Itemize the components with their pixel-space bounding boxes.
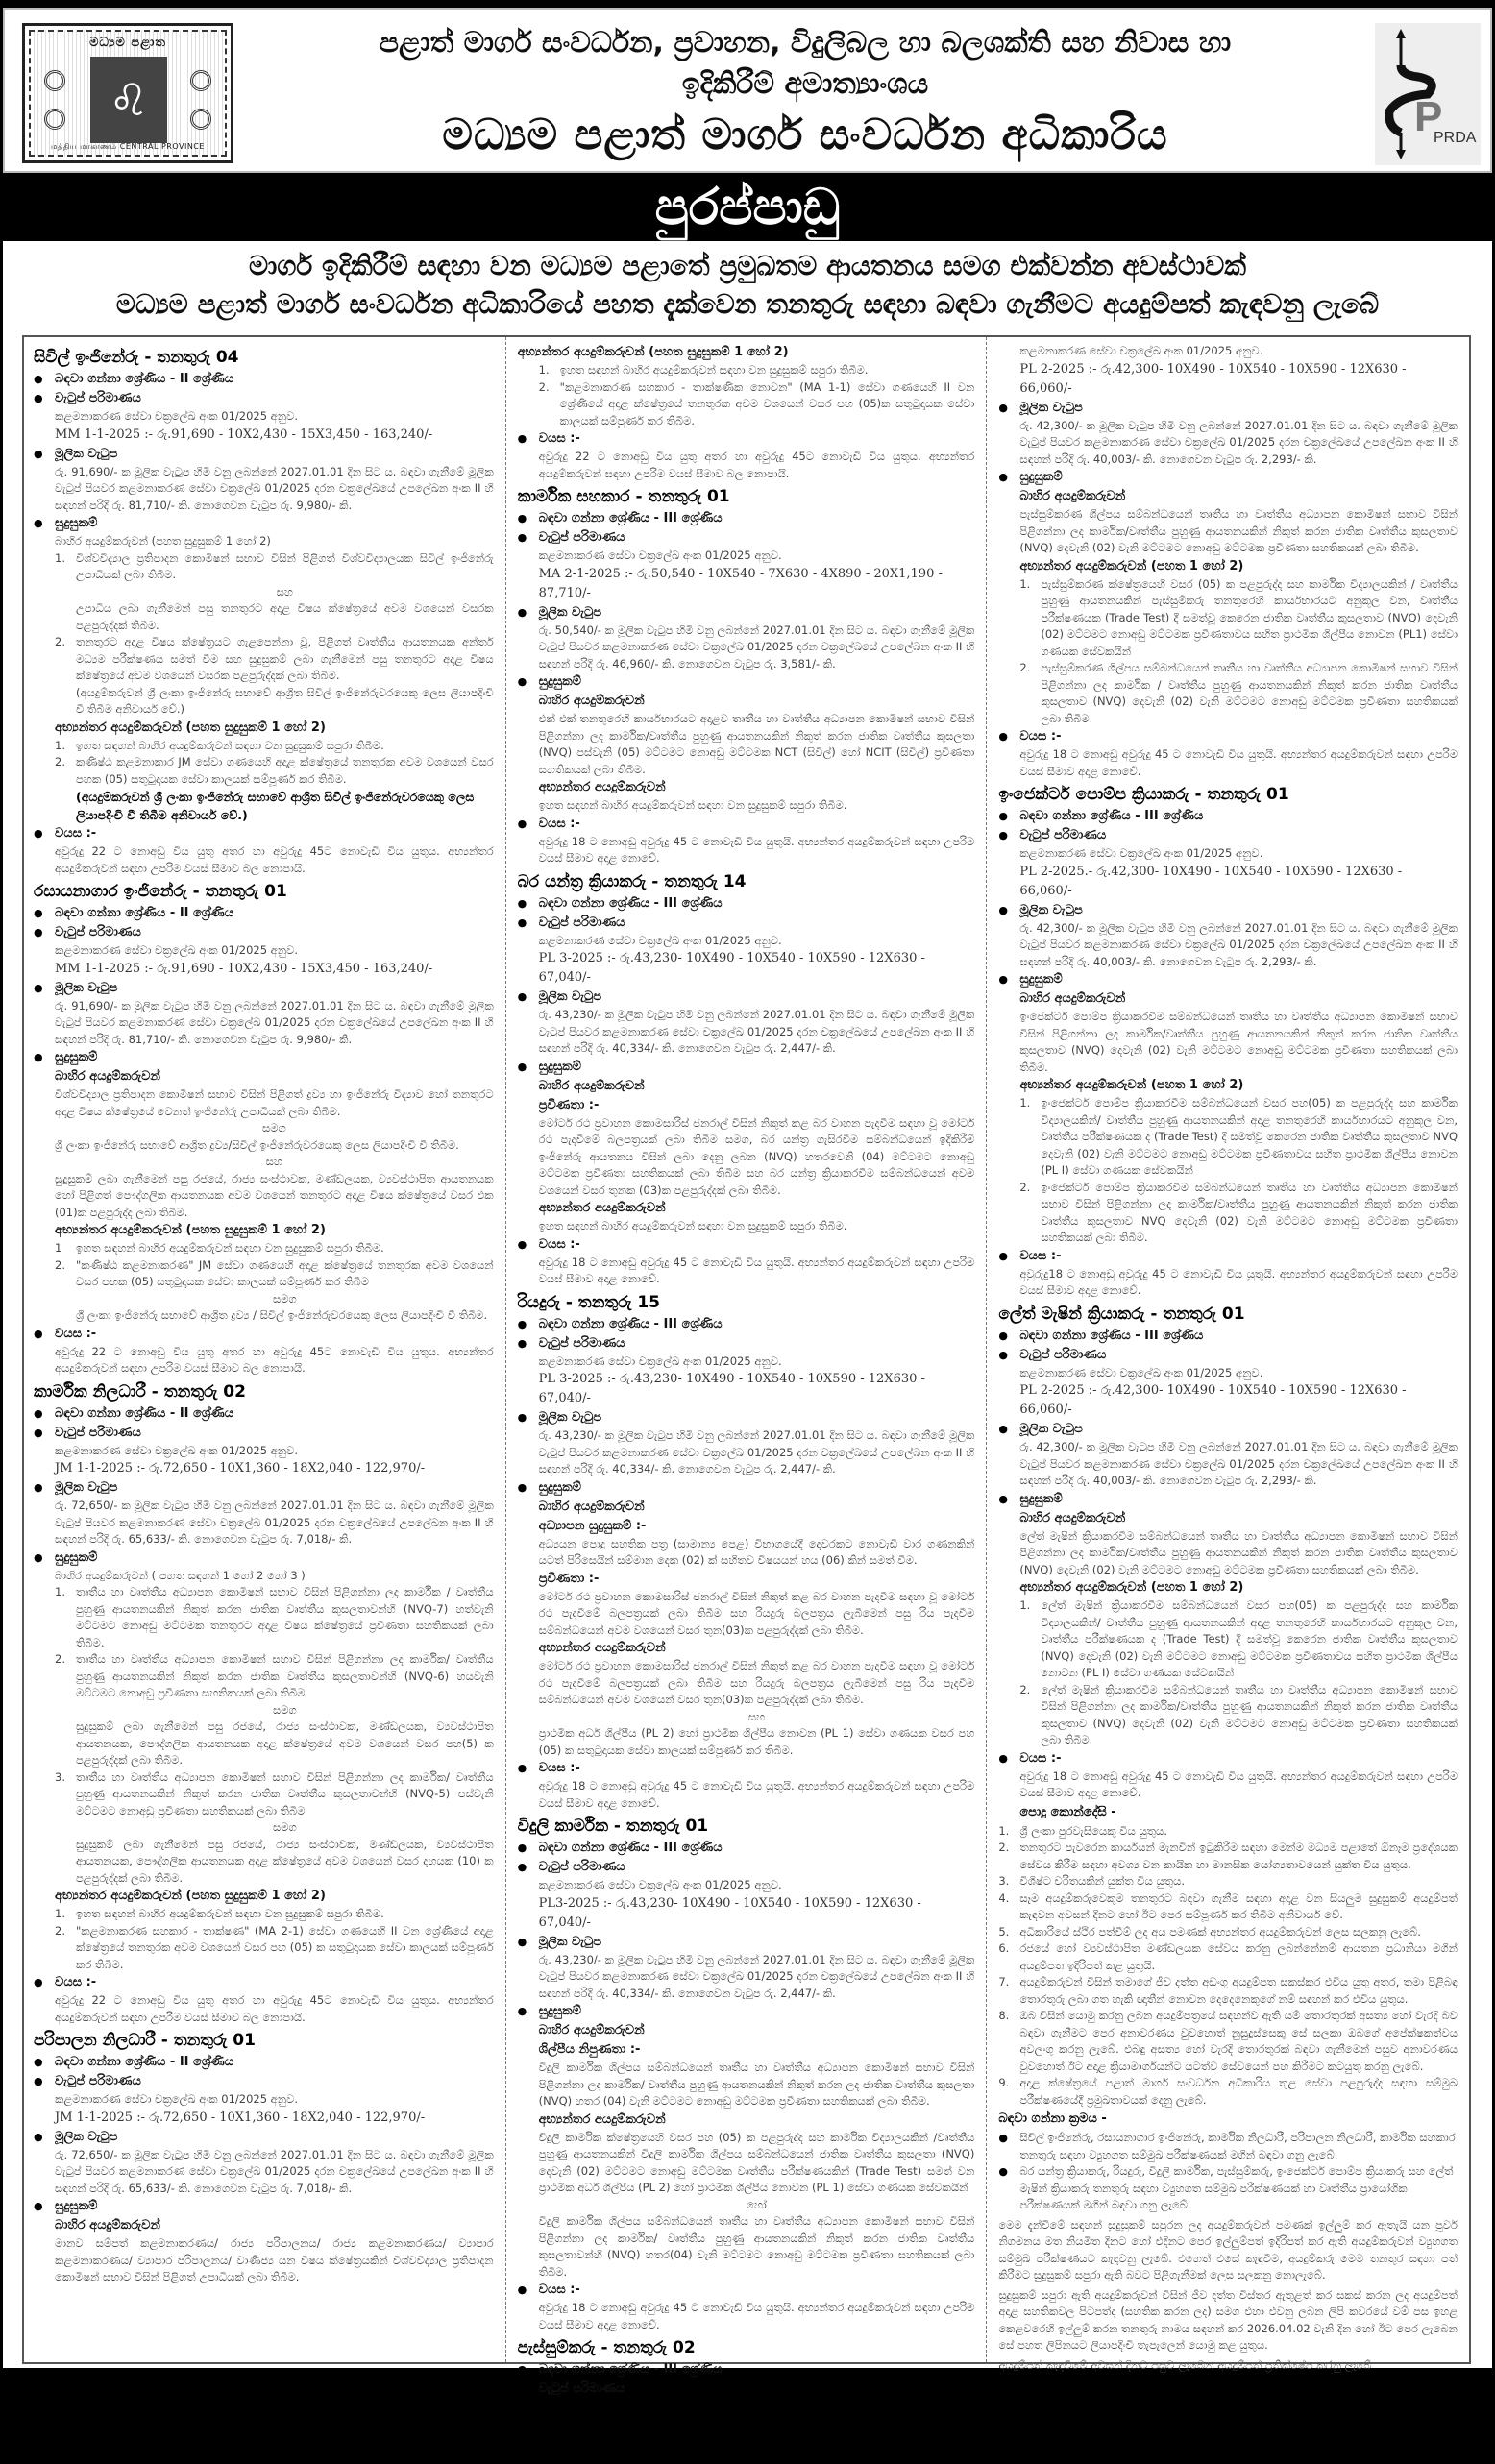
list-item: සුදුසුකම් ලබා ගැනීමෙන් පසු රජයේ, රාජ්‍ය සංස්ථාවක, මණ්ඩලයක, ව්‍යවස්ථාපිත ආයතනයක, පෞද්ගලික ආයතනයක අදාළ ක්ෂේත්‍රයේ අවම වශයෙන් වසර දහයක (10) ක පළපුරුද්දක් ලබා තිබීම. bbox=[76, 1837, 494, 1885]
internal-head: අභ්‍යන්තර අයදුම්කරුවන් (පහත සුදුසුකම් 1 හෝ 2) bbox=[517, 345, 789, 359]
circular-text: කළමනාකරණ සේවා චක්‍රලේඛ අංක 01/2025 අනුව. bbox=[1019, 1365, 1263, 1379]
wheel-icon bbox=[44, 70, 65, 91]
signature-org: පළාත් මාර්ග සංවර්ධන අධිකාරිය, bbox=[998, 2380, 1201, 2398]
job-title: සිවිල් ඉංජිනේරු - තනතුරු 04 bbox=[34, 348, 239, 367]
external-head: බාහිර අයදුම්කරුවන් bbox=[538, 2023, 645, 2037]
skill-label: ප්‍රවීණතා :- bbox=[538, 1571, 600, 1586]
craft-skill-label: ශිල්පීය නිපුණතා :- bbox=[538, 2042, 641, 2057]
condition-item: 2. තනතුරට පැවරෙන කාර්යයන් මැනවින් ඉටුකිරීම සඳහා මෙන්ම මධ්‍යම පළාතේ ඕනෑම ප්‍රදේශයක සේවය කිරීම සඳහා අවශ්‍ය වන කායික හා මානසික යෝග්‍යතාවයෙන් යුක්ත විය යුතුය. bbox=[998, 1841, 1458, 1871]
circular-text: කළමනාකරණ සේවා චක්‍රලේඛ අංක 01/2025 අනුව. bbox=[1019, 344, 1263, 357]
job-title: විදුලි කාර්මික - තනතුරු 01 bbox=[517, 1817, 709, 1836]
or-connector: හෝ bbox=[747, 2197, 767, 2211]
qualifications-label: ● සුදුසුකම් bbox=[518, 1058, 975, 1077]
sub-heading bbox=[3, 241, 1492, 329]
column-2 bbox=[506, 337, 988, 2396]
list-item: 2. "කණිෂ්ඨ කළමනාකරණ" JM සේවා ගණයෙහි අදාළ ක්ෂේත්‍රයේ තනතුරක අවම වශයෙන් වසර පහක (05) සතුටුදායක සේවා කාලයක් සම්පූර්ණ කර තිබීම bbox=[55, 1257, 494, 1288]
internal-head: අභ්‍යන්තර අයදුම්කරුවන් (පහත සුදුසුකම් 1 හෝ 2) bbox=[55, 1223, 326, 1237]
external-text: පැස්සුම්කරණ ශිල්පය සම්බන්ධයෙන් තෘතීය හා වෘත්තීය අධ්‍යාපන කොමිෂන් සභාව විසින් පිළිගන්නා ලද කාර්මික/වෘත්තීය පුහුණු ආයතනයකින් නිකුත් කරන ජාතික වෘත්තීය කුසලතාව (NVQ) දෙවැනි (02) වැනි මට්ටමට නොඅඩු මට්ටමක ප්‍රවීණතා සහතිකයක් ලබා තිබීම. bbox=[1019, 507, 1458, 554]
circular-text: කළමනාකරණ සේවා චක්‍රලේඛ අංක 01/2025 අනුව. bbox=[1019, 846, 1263, 860]
qualifications-label: ● සුදුසුකම් bbox=[34, 2197, 494, 2216]
circular-text: කළමනාකරණ සේවා චක්‍රලේඛ අංක 01/2025 අනුව. bbox=[55, 1443, 299, 1457]
general-conditions-title: පොදු කොන්දේසි - bbox=[1019, 1804, 1116, 1819]
authority-name: මධ්‍යම පළාත් මාර්ග සංවර්ධන අධිකාරිය bbox=[442, 110, 1168, 159]
initial-salary-text: රු. 43,230/- ක මූලික වැටුප හිමි වනු ලබන්නේ 2027.01.01 දින සිට ය. බඳවා ගැනීමේ මූලික වැටුප් පියවර කළමනාකරණ සේවා චක්‍රලේඛ 01/2025 දරන චක්‍රලේඛයේ උපලේඛන අංක II හි සඳහන් පරිදි රු. 40,334/- කි. නොගෙවන වැටුප රු. 2,447/- කි. bbox=[538, 1952, 975, 2000]
age-text: අවුරුදු 18 ට නොඅඩු අවුරුදු 45 ට නොවැඩි විය යුතුයි. අභ්‍යන්තර අයදුම්කරුවන් සඳහා උපරිම වයස් සීමාව අදාළ නොවේ. bbox=[538, 1255, 975, 1285]
columns-frame bbox=[22, 335, 1471, 2460]
age-text: අවුරුදු 18 ට නොඅඩු අවුරුදු 45 ට නොවැඩි විය යුතුයි. අභ්‍යන්තර අයදුම්කරුවන් සඳහා උපරිම වයස් සීමාව අදාළ නොවේ. bbox=[538, 834, 975, 865]
list-item: 1. විශ්වවිද්‍යාල ප්‍රතිපාදන කොමිෂන් සභාව විසින් පිළිගත් විශ්වවිද්‍යාලයක සිවිල් ඉංජිනේරු උපාධියක් ලබා තිබීම. bbox=[55, 550, 494, 581]
age-label: ● වයස :- bbox=[34, 824, 494, 843]
external-head: බාහිර අයදුම්කරුවන් bbox=[538, 1499, 645, 1514]
initial-salary-label: ● මූලික වැටුප bbox=[34, 2128, 494, 2147]
salary-scale: PL 3-2025 :- රු.43,230- 10X490 - 10X540 - 10X590 - 12X630 - 67,040/- bbox=[538, 1372, 925, 1405]
grade-label: ● බඳවා ගන්නා ශ්‍රේණිය - III ශ්‍රේණිය bbox=[518, 1839, 975, 1858]
initial-salary-text: රු. 43,230/- ක මූලික වැටුප හිමි වනු ලබන්නේ 2027.01.01 දින සිට ය. බඳවා ගැනීමේ මූලික වැටුප් පියවර කළමනාකරණ සේවා චක්‍රලේඛ 01/2025 දරන චක්‍රලේඛයේ උපලේඛන අංක II හි සඳහන් පරිදි රු. 40,334/- කි. නොගෙවන වැටුප රු. 2,447/- කි. bbox=[538, 1008, 975, 1055]
external-text: එක් එක් තනතුරෙහි කාර්යභාරයට අදාළව තෘතීය හා වෘත්තීය අධ්‍යාපන කොමිෂන් සභාව විසින් පිළිගන්නා ලද කාර්මික/වෘත්තීය පුහුණු ආයතනයකින් නිකුත් කරන ජාතික වෘත්තීය කුසලතා (NVQ) පස්වැනි (05) මට්ටමට නොඅඩු මට්ටමක NCT (සිවිල්) හෝ NCIT (සිවිල්) ප්‍රවීණතා සහතිකයක් ලබා තිබීම. bbox=[538, 712, 975, 776]
initial-salary-label: ● මූලික වැටුප bbox=[34, 1478, 494, 1498]
list-item: ශ්‍රී ලංකා ඉංජිනේරු සභාවේ ආශ්‍රිත ද්‍රව්‍ය / සිවිල් ඉංජිනේරුවරයෙකු ලෙස ලියාපදිංචි වී තිබීම. bbox=[76, 1308, 488, 1322]
body bbox=[3, 329, 1492, 2460]
grade-label: ● බඳවා ගන්නා ශ්‍රේණිය - II ශ්‍රේණිය bbox=[34, 370, 494, 389]
qualifications-label: ● සුදුසුකම් bbox=[998, 970, 1458, 989]
age-text: අවුරුදු 22 ට නොඅඩු විය යුතු අතර හා අවුරුදු 45ට නොවැඩි විය යුතුය. අභ්‍යන්තර අයදුම්කරුවන් සඳහා උපරිම වයස් සීමාව බල නොපායි. bbox=[538, 450, 975, 480]
internal-head: අභ්‍යන්තර අයදුම්කරුවන් (පහත 1 හෝ 2) bbox=[1019, 558, 1244, 573]
initial-salary-text: රු. 42,300/- ක මූලික වැටුප හිමි වනු ලබන්නේ 2027.01.01 දින සිට ය. බඳවා ගැනීමේ මූලික වැටුප් පියවර කළමනාකරණ සේවා චක්‍රලේඛ 01/2025 දරන චක්‍රලේඛයේ උපලේඛන අංක II හි සඳහන් පරිදි රු. 40,003/- කි. නොගෙවන වැටුප රු. 2,293/- කි. bbox=[1019, 418, 1458, 466]
header bbox=[3, 8, 1492, 173]
grade-label: ● බඳවා ගන්නා ශ්‍රේණිය - II ශ්‍රේණිය bbox=[34, 1404, 494, 1424]
external-head: බාහිර අයදුම්කරුවන් bbox=[538, 1078, 645, 1093]
internal-text: ප්‍රාථමික අර්ධ ශිල්පීය (PL 2) හෝ ප්‍රාථමික ශිල්පීය නොවන (PL 1) සේවා ගණයක වසර පහ (05) ක සතුටුදායක සේවා කාලයක් සම්පූර්ණ කර තිබීම. bbox=[538, 1726, 975, 1757]
qualifications-label: ● සුදුසුකම් bbox=[998, 1490, 1458, 1509]
vacancies-banner: පුරප්පාඩු bbox=[0, 175, 1495, 240]
edu-text: අධ්‍යයන පොදු සහතික පත්‍ර (සාමාන්‍ය පෙළ) විභාගයේදී දෙවරකට නොවැඩි වාර ගණනකින් යටත් පිරිසෙයින් සම්මාන දෙක (02) ක් සහිතව විෂයයන් හය (06) කින් සමත් වීම. bbox=[538, 1536, 975, 1567]
condition-item: 3. විශිෂ්ට චරිතයකින් යුක්ත විය යුතුය. bbox=[998, 1874, 1186, 1888]
age-text: අවුරුදු 18 ට නොඅඩු අවුරුදු 45 ට නොවැඩි විය යුතුයි. අභ්‍යන්තර අයදුම්කරුවන් සඳහා උපරිම වයස් සීමාව අදාළ නොවේ. bbox=[538, 1779, 975, 1810]
skill-text: මෝටර් රථ ප්‍රවාහන කොමසාරිස් ජනරාල් විසින් නිකුත් කළ බර වාහන පැදවීම සඳහා වූ මෝටර් රථ පැදවීමේ බලපත්‍රයක් ලබා තිබීම සහ රියදුරු බලපත්‍රය ලැබීමෙන් පසු රිය පැදවීම සම්බන්ධයෙන් අවම වශයෙන් වසර තුන(03)ක පළපුරුද්දක් ලබා තිබීම. bbox=[538, 1589, 975, 1637]
external-text: ලේත් මැෂින් ක්‍රියාකරවීම සම්බන්ධයෙන් තෘතීය හා වෘත්තීය අධ්‍යාපන කොමිෂන් සභාව විසින් පිළිගන්නා ලද කාර්මික/වෘත්තීය පුහුණු ආයතනයකින් නිකුත් කරන ජාතික වෘත්තීය කුසලතාව (NVQ) දෙවැනි (02) වැනි මට්ටමට නොඅඩු මට්ටමක ප්‍රවීණතා සහතිකයක් ලබා තිබීම. bbox=[1019, 1528, 1458, 1576]
age-text: අවුරුදු18 ට නොඅඩු අවුරුදු 45 ට නොවැඩි විය යුතුයි. අභ්‍යන්තර අයදුම්කරුවන් සඳහා උපරිම වයස් සීමාව අදාළ නොවේ. bbox=[1019, 1266, 1458, 1297]
initial-salary-text: රු. 91,690/- ක මූලික වැටුප හිමි වනු ලබන්නේ 2027.01.01 දින සිට ය. බඳවා ගැනීමේ මූලික වැටුප් පියවර කළමනාකරණ සේවා චක්‍රලේඛ 01/2025 දරන චක්‍රලේඛයේ උපලේඛන අංක II හි සඳහන් පරිදි රු. 81,710/- කි. නොගෙවන වැටුප රු. 9,980/- කි. bbox=[55, 998, 494, 1046]
initial-salary-label: ● මූලික වැටුප bbox=[998, 901, 1458, 920]
condition-item: 6. රජයේ හෝ ව්‍යවස්ථාපිත මණ්ඩලයක සේවය කරනු ලබන්නේනම් ආයතන ප්‍රධානියා මගින් අයදුම්පත ඉදිරිපත් කළ යුතුයි. bbox=[998, 1941, 1458, 1972]
salary-scale: PL 2-2025 :- රු.42,300- 10X490 - 10X540 - 10X590 - 12X630 - 66,060/- bbox=[1019, 1383, 1407, 1417]
header-titles bbox=[245, 21, 1365, 167]
external-head: බාහිර අයදුම්කරුවන් bbox=[1019, 991, 1126, 1006]
salary-scale: MM 1-1-2025 :- රු.91,690 - 10X2,430 - 15X3,450 - 163,240/- bbox=[55, 427, 433, 442]
initial-salary-label: ● මූලික වැටුප bbox=[518, 603, 975, 622]
road-arrow-icon bbox=[1380, 27, 1476, 161]
salary-scale-label: ● වැටුප් පරිමාණය bbox=[518, 528, 975, 548]
external-head: බාහිර අයදුම්කරුවන් ( පහත සඳහන් 1 හෝ 2 හෝ 3 ) bbox=[55, 1568, 306, 1582]
recruitment-item: ● සිවිල් ඉංජිනේරු, රසායනාගාර ඉංජිනේරු, කාර්මික නිලධාරී, පරිපාලන නිලධාරී, කාර්මික සහකාර තනතුරු සඳහා ව්‍යුහගත සම්මුඛ පරීක්ෂණයක් මගින් බඳවා ගනු ලැබේ. bbox=[998, 2130, 1458, 2163]
job-title: ඉංජෙක්ටර් පොම්ප ක්‍රියාකරු - තනතුරු 01 bbox=[998, 785, 1289, 804]
salary-scale: PL 3-2025 :- රු.43,230- 10X490 - 10X540 - 10X590 - 12X630 - 67,040/- bbox=[538, 951, 925, 985]
list-item: 2. ඉංජෙක්ටර් පොම්ප ක්‍රියාකරවීම සම්බන්ධයෙන් තෘතීය හා වෘත්තීය අධ්‍යාපන කොමිෂන් සභාව විසින් පිළිගන්නා ලද කාර්මික/වෘත්තීය පුහුණු ආයතනයකින් නිකුත් කරන ජාතික වෘත්තීය කුසලතාව NVQ දෙවැනි (02) වැනි මට්ටමට නොඅඩු මට්ටමක ප්‍රවීණතා සහතිකයක් ලබා තිබීම. bbox=[1019, 1180, 1458, 1244]
with-connector: සමග bbox=[272, 1291, 297, 1305]
job-title: බර යන්ත්‍ර ක්‍රියාකරු - තනතුරු 14 bbox=[517, 871, 747, 891]
list-item: 2. තෘතීය හා වෘත්තීය අධ්‍යාපන කොමිෂන් සභාව විසින් පිළිගන්නා ලද කාර්මික/ වෘත්තීය පුහුණු ආයතනයකින් නිකුත් කරන ජාතික වෘත්තීය කුසලතාවන්හි (NVQ-6) හයවැනි මට්ටමට නොඅඩු ප්‍රවීණතා සහතිකයක් ලබා තිබීම bbox=[55, 1652, 494, 1699]
internal-text: ඉහත සඳහන් බාහිර අයදුම්කරුවන් සඳහා වන සුදුසුකම් සපුරා තිබීම. bbox=[538, 798, 847, 812]
internal-head: අභ්‍යන්තර අයදුම්කරුවන් (පහත සුදුසුකම් 1 හෝ 2) bbox=[55, 1889, 326, 1903]
condition-item: 4. සෑම අයදුම්කරුවෙකුම තනතුරට බඳවා ගැනීම සඳහා අදාළ වන සියලුම සුදුසුකම් අයදුම්පත් කැඳවන අවසන් දිනට හෝ ඊට පෙර සම්පූර්ණ කර තිබීම අනිවාර්ය වේ. bbox=[998, 1891, 1458, 1921]
ministry-line-1: පළාත් මාර්ග සංවර්ධන, ප්‍රවාහන, විදුලිබල හා බලශක්ති සහ නිවාස හා bbox=[379, 26, 1232, 60]
salary-scale-label: ● වැටුප් පරිමාණය bbox=[998, 826, 1458, 845]
skill-label: ප්‍රවීණතා :- bbox=[538, 1097, 600, 1112]
initial-salary-text: රු. 42,300/- ක මූලික වැටුප හිමි වනු ලබන්නේ 2027.01.01 දින සිට ය. බඳවා ගැනීමේ මූලික වැටුප් පියවර කළමනාකරණ සේවා චක්‍රලේඛ 01/2025 දරන චක්‍රලේඛයේ උපලේඛන අංක II හි සඳහන් පරිදි රු. 40,003/- කි. නොගෙවන වැටුප රු. 2,293/- කි. bbox=[1019, 920, 1458, 968]
external-head: බාහිර අයදුම්කරුවන් bbox=[1019, 1510, 1126, 1525]
list-item: 2. කණිෂ්ඨ කළමනාකාර JM සේවා ගණයෙහි අදාළ ක්ෂේත්‍රයේ තනතුරක අවම වශයෙන් වසර පහක (05) සතුටුදායක සේවා කාලයක් සම්පූර්ණ කර තිබීම. bbox=[55, 755, 494, 786]
list-item: 1. තෘතීය හා වෘත්තීය අධ්‍යාපන කොමිෂන් සභාව විසින් පිළිගන්නා ලද කාර්මික / වෘත්තීය පුහුණු ආයතනයකින් නිකුත් කරන ජාතික වෘත්තීය කුසලතාවන්හි (NVQ-7) හත්වැනි මට්ටමට නොඅඩු මට්ටමක තනතුරට අදාළ විෂය ක්ෂේත්‍රයේ ප්‍රවීණතා සහතිකයක් ලබා තිබීම. bbox=[55, 1585, 494, 1649]
list-item: 3. තෘතීය හා වෘත්තීය අධ්‍යාපන කොමිෂන් සභාව විසින් පිළිගන්නා ලද කාර්මික/ වෘත්තීය පුහුණු ආයතනයකින් නිකුත් කරන ජාතික වෘත්තීය කුසලතාවන්හි (NVQ-5) පස්වැනි මට්ටමට නොඅඩු ප්‍රවීණතා සහතිකයක් ලබා තිබීම bbox=[55, 1769, 494, 1818]
salary-scale-label: ● වැටුප් පරිමාණය bbox=[518, 2379, 975, 2399]
initial-salary-text: රු. 43,230/- ක මූලික වැටුප හිමි වනු ලබන්නේ 2027.01.01 දින සිට ය. බඳවා ගැනීමේ මූලික වැටුප් පියවර කළමනාකරණ සේවා චක්‍රලේඛ 01/2025 දරන චක්‍රලේඛයේ උපලේඛන අංක II හි සඳහන් පරිදි රු. 40,334/- කි. නොගෙවන වැටුප රු. 2,447/- කි. bbox=[538, 1428, 975, 1476]
internal-head: අභ්‍යන්තර අයදුම්කරුවන් (පහත සුදුසුකම් 1 හෝ 2) bbox=[55, 720, 326, 735]
condition-item: 9. අදාළ ක්ෂේත්‍රයේ පළාත් මාර්ග සංවර්ධන අධිකාරිය තුළ සේවා පළපුරුද්ද සඳහා සම්මුඛ පරීක්ෂණයේදී ප්‍රමුඛතාවයක් දෙනු ලැබේ. bbox=[998, 2076, 1458, 2107]
sub-heading-line-2: මධ්‍යම පළාත් මාර්ග සංවර්ධන අධිකාරියේ පහත දැක්වෙන තනතුරු සඳහා බඳවා ගැනීමට අයදුම්පත් කැඳවනු ලැබේ bbox=[115, 288, 1380, 320]
and-connector: සහ bbox=[748, 1709, 766, 1723]
age-text: අවුරුදු 22 ට නොඅඩු විය යුතු අතර හා අවුරුදු 45ට නොවැඩි විය යුතුය. අභ්‍යන්තර අයදුම්කරුවන් සඳහා උපරිම වයස් සීමාව බල නොපායි. bbox=[55, 844, 494, 875]
job-title: කාර්මික සහකාර - තනතුරු 01 bbox=[517, 487, 730, 506]
age-text: අවුරුදු 18 ට නොඅඩු අවුරුදු 45 ට නොවැඩි විය යුතුයි. අභ්‍යන්තර අයදුම්කරුවන් සඳහා උපරිම වයස් සීමාව අදාළ නොවේ. bbox=[1019, 1769, 1458, 1799]
ministry-line-2: ඉදිකිරීම් අමාත්‍යාංශය bbox=[681, 67, 929, 101]
signature-signatory: සාමාන්‍යාධිකාරී, පළාත් මාර්ග සංවර්ධන අධිකාරිය, මධ්‍යම පළාත. bbox=[998, 2442, 1419, 2460]
circular-text: කළමනාකරණ සේවා චක්‍රලේඛ අංක 01/2025 අනුව. bbox=[55, 943, 299, 957]
recruitment-method-title: බඳවා ගන්නා ක්‍රමය - bbox=[998, 2111, 1107, 2126]
list-item: 1. ඉංජෙක්ටර් පොම්ප ක්‍රියාකරවීම සම්බන්ධයෙන් වසර පහ(05) ක පළපුරුද්ද සහ කාර්මික විද්‍යාලයකින්/ වෘත්තීය පුහුණු ආයතනයකින් අදාළ තනතුරෙහි කාර්යභාරයට අනුකූල වන, වෘත්තීය පරීක්ෂණයක ද (Trade Test) දී සමත්වූ කෙරෙන ජාතික වෘත්තීය කුසලතාව NVQ දෙවැනි (02) වැනි මට්ටමට නොඅඩු මට්ටමක ප්‍රවීණතාවය සහිත ප්‍රාථමික ශිල්පීය නොවන (PL I) සේවා ගණයක සේවකයින් bbox=[1019, 1096, 1458, 1177]
external-text: විශ්වවිද්‍යාල ප්‍රතිපාදන කොමිෂන් සභාව විසින් පිළිගත් ද්‍රව්‍ය හා ඉංජිනේරු විද්‍යාව හෝ තනතුරට අදාළ විෂය ක්ෂේත්‍රයේ වෙනත් ඉංජිනේරු උපාධියක් ලබා තිබීම. bbox=[55, 1087, 494, 1118]
grade-label: ● බඳවා ගන්නා ශ්‍රේණිය - III ශ්‍රේණිය bbox=[518, 2360, 975, 2379]
age-label: ● වයස :- bbox=[34, 1973, 494, 1992]
list-item: (අයදුම්කරුවන් ශ්‍රී ලංකා ඉංජිනේරු සභාවේ ආශ්‍රිත සිවිල් ඉංජිනේරුවරයෙකු ලෙස ලියාපදිංචි වී තිබීම අනිවාර්ය වේ.) bbox=[76, 685, 494, 716]
circular-text: කළමනාකරණ සේවා චක්‍රලේඛ අංක 01/2025 අනුව. bbox=[538, 1878, 782, 1891]
circular-text: කළමනාකරණ සේවා චක්‍රලේඛ අංක 01/2025 අනුව. bbox=[55, 2092, 299, 2106]
internal-text: විදුලි කාර්මික ශිල්පය සම්බන්ධයෙන් තෘතීය හා වෘත්තීය අධ්‍යාපන කොමිෂන් සභාව විසින් පිළිගන්නා ලද කාර්මික/ වෘත්තීය පුහුණු ආයතනයකින් නිකුත් කරන ජාතික වෘත්තීය කුසලතාවන්හි (NVQ) හතර(04) වැනි මට්ටමට නොඅඩු මට්ටමක ප්‍රවීණතා සහතිකයක් ලබා තිබීම. bbox=[538, 2214, 975, 2279]
and-connector: සහ bbox=[265, 1155, 282, 1168]
internal-head: අභ්‍යන්තර අයදුම්කරුවන් bbox=[538, 1201, 666, 1215]
external-text: සුදුසුකම් ලබා ගැනීමෙන් පසු රජයේ, රාජ්‍ය සංස්ථාවක, මණ්ඩලයක, ව්‍යවස්ථාපිත ආයතනයක හෝ පිළිගත් පෞද්ගලික ආයතනයක අවම වශයෙන් තනතුරට අදාළ විෂය ක්ෂේත්‍රයේ වසර එක (01)ක පළපුරුද්ද ලබා තිබීම. bbox=[55, 1171, 494, 1219]
list-item: 1. ඉහත සඳහන් බාහිර අයදුම්කරුවන් සඳහා වන සුදුසුකම් සපුරා තිබීම. bbox=[55, 738, 384, 752]
svg-text:P: P bbox=[1414, 93, 1443, 140]
age-label: ● වයස :- bbox=[518, 1759, 975, 1778]
registration-note: (අයදුම්කරුවන් ශ්‍රී ලංකා ඉංජිනේරු සභාවේ ආශ්‍රිත සිවිල් ඉංජිනේරුවරයෙකු ලෙස ලියාපදිංචි වී තිබීම අනිවාර්ය වේ.) bbox=[76, 790, 475, 822]
job-title: රියදුරු - තනතුරු 15 bbox=[517, 1292, 660, 1312]
age-label: ● වයස :- bbox=[34, 1325, 494, 1344]
age-text: අවුරුදු 18 ට නොඅඩු අවුරුදු 45 ට නොවැඩි විය යුතුයි. අභ්‍යන්තර අයදුම්කරුවන් සඳහා උපරිම වයස් සීමාව අදාළ නොවේ. bbox=[1019, 747, 1458, 778]
internal-head: අභ්‍යන්තර අයදුම්කරුවන් bbox=[538, 780, 666, 794]
condition-item: 8. ඔබ විසින් යොමු කරනු ලබන අයදුම්පත්‍රයේ සඳහන්ව ඇති යම් තොරතුරක් අසත්‍ය හෝ වැරදි බව බඳවා ගැනීමට පෙර අනාවරණය වුවහොත් නුසුදුස්සෙකු සේ සලකා ඔබගේ අපේක්ෂකත්වය අවලංගු කරනු ලැබේ. එබඳු අසත්‍ය හෝ වැරදි තොරතුරක් බඳවා ගැනීමෙන් පසුව අනාවරණය වුවහොත් ඊට අදාළ ක්‍රියාමාර්ගයන්ට යටත්ව සේවයෙන් පහ කිරීමට කටයුතු කරනු ලැබේ. bbox=[998, 2009, 1458, 2073]
circular-text: කළමනාකරණ සේවා චක්‍රලේඛ අංක 01/2025 අනුව. bbox=[538, 1354, 782, 1368]
qualifications-label: ● සුදුසුකම් bbox=[518, 672, 975, 692]
qualifications-label: ● සුදුසුකම් bbox=[518, 2002, 975, 2021]
qualifications-label: ● සුදුසුකම් bbox=[998, 468, 1458, 487]
circular-text: කළමනාකරණ සේවා චක්‍රලේඛ අංක 01/2025 අනුව. bbox=[538, 549, 782, 562]
condition-item: 1. ශ්‍රී ලංකා පුරවැසියෙකු විය යුතුය. bbox=[998, 1823, 1167, 1838]
initial-salary-text: රු. 72,650/- ක මූලික වැටුප හිමි වනු ලබන්නේ 2027.01.01 දින සිට ය. බඳවා ගැනීමේ මූලික වැටුප් පියවර කළමනාකරණ සේවා චක්‍රලේඛ 01/2025 දරන චක්‍රලේඛයේ උපලේඛන අංක II හි සඳහන් පරිදි රු. 65,633/- කි. නොගෙවන වැටුප රු. 7,018/- කි. bbox=[55, 1499, 494, 1546]
closing-paragraph: මෙම දැන්වීමේ සඳහන් සුදුසුකම් සපුරන ලද අයදුම්කරුවන් පමණක් ඉල්ලුම් කර ඇතැයි යන පූර්ව නිගමනය මත නියමිත දිනට හෝ එදිනට පෙර ඉල්ලුම්පත් ඉදිරිපත් කර ඇති අයදුම්කරුවන් ව්‍යුහගත සම්මුඛ පරීක්ෂණයට කැඳවනු ලැබේ. එහෙත් එසේ කැඳවීම, අයදුම්කරු මෙම තනතුර සඳහා පත් කිරීමට සුදුසුකම් සපුරා ඇති බවට පිළිගැනීමක් ලෙස සලකනු නොලැබේ. bbox=[998, 2217, 1458, 2281]
list-item: 2. පැස්සුම්කරණ ශිල්පය සම්බන්ධයෙන් තෘතීය හා වෘත්තීය අධ්‍යාපන කොමිෂන් සභාව විසින් පිළිගන්නා ලද කාර්මික / වෘත්තීය පුහුණු ආයතනයකින් නිකුත් කරන ජාතික වෘත්තීය කුසලතාව (NVQ) දෙවැනි (02) වැනි මට්ටමට නොඅඩු මට්ටමක ප්‍රවීණතා සහතිකයක් ලබා තිබීම. bbox=[1019, 661, 1458, 725]
recruitment-item: ● බර යන්ත්‍ර ක්‍රියාකරු, රියදුරු, විදුලි කාර්මික, පැස්සුම්කරු, ඉංජෙක්ටර් පොම්ප ක්‍රියාකරු සහ ලේත් මැෂින් ක්‍රියාකරු තනතුරු සඳහා ව්‍යුහගත සම්මුඛ පරීක්ෂණයක් හා වෘත්තීය ප්‍රායෝගික පරීක්ෂණයක් මගින් බඳවා ගනු ලැබේ. bbox=[998, 2163, 1458, 2214]
list-item: 2. ලේත් මැෂින් ක්‍රියාකරවීම සම්බන්ධයෙන් තෘතීය හා වෘත්තීය අධ්‍යාපන කොමිෂන් සභාව විසින් පිළිගන්නා ලද කාර්මික/වෘත්තීය පුහුණු ආයතනයකින් නිකුත් කරන ජාතික වෘත්තීය කුසලතාව (NVQ) දෙවැනි (02) වැනි මට්ටමට නොඅඩු මට්ටමක ප්‍රවීණතා සහතිකයක් ලබා තිබීම. bbox=[1019, 1682, 1458, 1746]
grade-label: ● බඳවා ගන්නා ශ්‍රේණිය - III ශ්‍රේණිය bbox=[518, 509, 975, 528]
grade-label: ● බඳවා ගන්නා ශ්‍රේණිය - III ශ්‍රේණිය bbox=[518, 1315, 975, 1334]
external-head: බාහිර අයදුම්කරුවන් (පහත සුදුසුකම් 1 හෝ 2) bbox=[55, 534, 271, 548]
salary-scale-label: ● වැටුප් පරිමාණය bbox=[34, 1424, 494, 1443]
initial-salary-label: ● මූලික වැටුප bbox=[518, 988, 975, 1007]
qualifications-label: ● සුදුසුකම් bbox=[34, 1549, 494, 1568]
age-label: ● වයස :- bbox=[998, 727, 1458, 746]
salary-scale: MM 1-1-2025 :- රු.91,690 - 10X2,430 - 15X3,450 - 163,240/- bbox=[55, 961, 433, 976]
column-1 bbox=[24, 337, 506, 2362]
internal-text: ඉහත සඳහන් බාහිර අයදුම්කරුවන් සඳහා වන සුදුසුකම් සපුරා තිබීම. bbox=[538, 1219, 847, 1232]
list-item: 1 ඉහත සඳහන් බාහිර අයදුම්කරුවන් සඳහා වන සුදුසුකම් සපුරා තිබීම. bbox=[55, 1241, 384, 1255]
column-3 bbox=[987, 337, 1469, 2460]
external-text: මානව සම්පත් කළමනාකරණය/ රාජ්‍ය පරිපාලනය/ රාජ්‍ය කළමනාකරණය/ ව්‍යාපාර කළමනාකරණය/ ව්‍යාපාර පරිපාලනය/ වාණිජ්‍ය යන විෂය ක්ෂේත්‍රයකින් විශ්වවිද්‍යාල ප්‍රතිපාදන කොමිෂන් සභාව විසින් පිළිගත් උපාධියක් ලබා තිබීම. bbox=[55, 2236, 494, 2283]
condition-item: 7. අයදුම්කරුවන් විසින් තමාගේ ජීව දත්ත අඩංගු අයදුම්පත සකස්කර එවිය යුතු අතර, තමා පිළිබඳ තොරතුරු ලබා ගත හැකි ඥාතීන් නොවන දෙදෙනෙකුගේ නම් සඳහන් කර එවිය යුතුය. bbox=[998, 1975, 1458, 2006]
edu-label: අධ්‍යාපන සුදුසුකම් :- bbox=[538, 1518, 647, 1533]
initial-salary-label: ● මූලික වැටුප bbox=[34, 979, 494, 998]
wheel-icon bbox=[190, 109, 211, 130]
qualifications-label: ● සුදුසුකම් bbox=[34, 514, 494, 533]
external-head: බාහිර අයදුම්කරුවන් bbox=[1019, 489, 1126, 503]
internal-head: අභ්‍යන්තර අයදුම්කරුවන් bbox=[538, 1641, 666, 1655]
sub-heading-line-1: මාර්ග ඉදිකිරීම් සඳහා වන මධ්‍යම පළාතේ ප්‍රමුඛතම ආයතනය සමග එක්වන්න අවස්ථාවක් bbox=[249, 250, 1246, 281]
initial-salary-text: රු. 91,690/- ක මූලික වැටුප හිමි වනු ලබන්නේ 2027.01.01 දින සිට ය. බඳවා ගැනීමේ මූලික වැටුප් පියවර කළමනාකරණ සේවා චක්‍රලේඛ 01/2025 දරන චක්‍රලේඛයේ උපලේඛන අංක II හි සඳහන් පරිදි රු. 81,710/- කි. නොගෙවන වැටුප රු. 9,980/- කි. bbox=[55, 464, 494, 512]
internal-head: අභ්‍යන්තර අයදුම්කරුවන් bbox=[538, 2111, 666, 2127]
grade-label: ● බඳවා ගන්නා ශ්‍රේණිය - III ශ්‍රේණිය bbox=[518, 894, 975, 914]
grade-label: ● බඳවා ගන්නා ශ්‍රේණිය - II ශ්‍රේණිය bbox=[34, 2053, 494, 2072]
job-title: පැස්සුම්කරු - තනතුරු 02 bbox=[517, 2338, 696, 2357]
initial-salary-label: ● මූලික වැටුප bbox=[34, 445, 494, 464]
external-text: ශ්‍රී ලංකා ඉංජිනේරු සභාවේ ආශ්‍රිත ද්‍රව්‍ය/සිවිල් ඉංජිනේරුවරයෙකු ලෙස ලියාපදිංචි වී තිබීම. bbox=[55, 1137, 459, 1152]
list-item: 1. ලේත් මැෂින් ක්‍රියාකරවීම සම්බන්ධයෙන් වසර පහ(05) ක පළපුරුද්ද සහ කාර්මික විද්‍යාලයකින්/ වෘත්තීය පුහුණු ආයතනයකින් අදාළ තනතුරෙහි කාර්යභාරයට අනුකූල වන, වෘත්තීය පරීක්ෂණයක ද (Trade Test) දී සමත්වූ කෙරෙන ජාතික වෘත්තීය කුසලතාව (NVQ) දෙවැනි (02) වැනි මට්ටමට නොඅඩු මට්ටමක ප්‍රවීණතාවය සහිත ප්‍රාථමික ශිල්පීය නොවන (PL I) සේවා ගණයක සේවකයින් bbox=[1019, 1598, 1458, 1679]
wheel-icon bbox=[190, 70, 211, 91]
initial-salary-label: ● මූලික වැටුප bbox=[998, 399, 1458, 418]
internal-head: අභ්‍යන්තර අයදුම්කරුවන් (පහත 1 හෝ 2) bbox=[1019, 1078, 1244, 1092]
list-item: 2. තනතුරට අදාළ විෂය ක්ෂේත්‍රයට ගැළපෙන්නා වූ, පිළිගත් වෘත්තීය ආයතනයක අන්තර් මධ්‍යම පරීක්ෂණය සමත් වීම සහ සුදුසුකම් ලබා ගැනීමෙන් පසු තනතුරට අදාළ විෂය ක්ෂේත්‍රයේ අවම වශයෙන් වසරක පළපුරුද්දක් ලබා තිබීම. bbox=[55, 635, 494, 682]
skill-text: මෝටර් රථ ප්‍රවාහන කොමසාරිස් ජනරාල් විසින් නිකුත් කළ බර වාහන පැදවීම සඳහා වූ මෝටර් රථ පැදවීමේ බලපත්‍රයක් ලබා තිබීම සමග, බර යන්ත්‍ර ගැසිරවීම සම්බන්ධයෙන් ඉදිකිරීම් ඉංජිනේරු ආයතනය විසින් ලබා දෙනු ලබන (NVQ) හතරවෙනි (04) මට්ටමට නොඅඩු මට්ටමක ප්‍රවීණතා සහතිකයක් ලබා තිබීම සහ බර යන්ත්‍ර ක්‍රියාකරවීම සම්බන්ධයෙන් අවම වශයෙන් වසර තුනක (03)ක පළපුරුද්දක් ලබා තිබීම. bbox=[538, 1115, 975, 1197]
age-label: ● වයස :- bbox=[518, 1235, 975, 1255]
svg-text:PRDA: PRDA bbox=[1434, 130, 1477, 146]
list-item: 2. "කළමනාකරණ සහකාර - තාක්ෂණික නොවන" (MA 1-1) සේවා ගණයෙහි II වන ශ්‍රේණියේ අදාළ ක්ෂේත්‍රයේ තනතුරක අවම වශයෙන් වසර පහ (05)ක සතුටුදායක සේවා කාලයක් සම්පූර්ණ කර තිබීම. bbox=[538, 379, 975, 427]
internal-text: මෝටර් රථ ප්‍රවාහන කොමසාරිස් ජනරාල් විසින් නිකුත් කළ බර වාහන පැදවීම සඳහා වූ මෝටර් රථ පැදවීමේ බලපත්‍රයක් ලබා තිබීම සහ රියදුරු බලපත්‍රය ලැබීමෙන් පසු රිය පැදවීම සම්බන්ධයෙන් අවම වශයෙන් වසර තුන(03)ක පළපුරුද්දක් ලබා තිබීම. bbox=[538, 1659, 975, 1706]
initial-salary-text: රු. 42,300/- ක මූලික වැටුප හිමි වනු ලබන්නේ 2027.01.01 දින සිට ය. බඳවා ගැනීමේ මූලික වැටුප් පියවර කළමනාකරණ සේවා චක්‍රලේඛ 01/2025 දරන චක්‍රලේඛයේ උපලේඛන අංක II හි සඳහන් පරිදි රු. 40,003/- කි. නොගෙවන වැටුප රු. 2,293/- කි. bbox=[1019, 1440, 1458, 1487]
salary-scale-label: ● වැටුප් පරිමාණය bbox=[518, 1334, 975, 1354]
age-label: ● වයස :- bbox=[998, 1749, 1458, 1769]
wheel-icon bbox=[44, 109, 65, 130]
list-item: සුදුසුකම් ලබා ගැනීමෙන් පසු රජයේ, රාජ්‍ය සංස්ථාවක, මණ්ඩලයක, ව්‍යවස්ථාපිත ආයතනයක, පෞද්ගලික ආයතනයක අදාළ ක්ෂේත්‍රයේ අවම වශයෙන් වසර පහ(5) ක පළපුරුද්දක් ලබා තිබීම. bbox=[76, 1720, 494, 1767]
external-text: ඉංජෙක්ටර් පොම්ප ක්‍රියාකරවීම සම්බන්ධයෙන් තෘතීය හා වෘත්තීය අධ්‍යාපන කොමිෂන් සභාව විසින් පිළිගන්නා ලද කාර්මික/වෘත්තීය පුහුණු ආයතනයකින් නිකුත් කරන ජාතික වෘත්තීය කුසලතාව (NVQ) දෙවැනි (02) වැනි මට්ටමට නොඅඩු මට්ටමක ප්‍රවීණතා සහතිකයක් ලබා තිබීම. bbox=[1019, 1010, 1458, 1074]
list-item: 1. ඉහත සඳහන් බාහිර අයදුම්කරුවන් සඳහා වන සුදුසුකම් සපුරා තිබීම. bbox=[55, 1907, 384, 1920]
internal-head: අභ්‍යන්තර අයදුම්කරුවන් (පහත 1 හෝ 2) bbox=[1019, 1580, 1244, 1595]
initial-salary-label: ● මූලික වැටුප bbox=[518, 1408, 975, 1427]
salary-scale: PL 2-2025 :- රු.42,300- 10X490 - 10X540 - 10X590 - 12X630 - 66,060/- bbox=[1019, 361, 1407, 396]
grade-label: ● බඳවා ගන්නා ශ්‍රේණිය - III ශ්‍රේණිය bbox=[998, 807, 1458, 826]
initial-salary-label: ● මූලික වැටුප bbox=[998, 1420, 1458, 1439]
age-label: ● වයස :- bbox=[518, 815, 975, 834]
logo-caption: මධ්‍යම පළාත bbox=[89, 36, 166, 50]
external-head: බාහිර අයදුම්කරුවන් bbox=[55, 1069, 160, 1084]
with-connector: සමග bbox=[272, 1702, 297, 1717]
initial-salary-label: ● මූලික වැටුප bbox=[518, 1933, 975, 1952]
list-item: 1. පැස්සුම්කරණ ක්ෂේත්‍රයෙහි වසර (05) ක පළපුරුද්ද සහ කාර්මික විද්‍යාලයකින් / වෘත්තීය පුහුණු ආයතනයකින් පැස්සුම්කරු තනතුරෙහි කාර්යභාරයට අනුකූල වන, වෘත්තීය පරීක්ෂණයක (Trade Test) දී සමත්වූ කෙරෙන ජාතික වෘත්තීය කුසලතාව (NVQ) දෙවැනි (02) මට්ටමට නොඅඩු මට්ටමක ප්‍රවීණතාවය සහිත ප්‍රාථමික ශිල්පීය නොවන (PL1) සේවා ගණයක සේවකයින් bbox=[1019, 576, 1458, 658]
condition-item: 5. අධිකාරියේ ස්ථිර පත්වීම් ලද අය පමණක් අභ්‍යන්තර අයදුම්කරුවන් ලෙස සලකනු ලැබේ. bbox=[998, 1924, 1421, 1939]
list-item: 2. "කළමනාකරණ සහකාර - තාක්ෂණ" (MA 2-1) සේවා ගණයෙහි II වන ශ්‍රේණියේ අදාළ ක්ෂේත්‍රයේ තනතුරක අවම වශයෙන් වසර පහ (05) ක සතුටුදායක සේවා කාලයක් සම්පූර්ණ කර තිබීම. bbox=[55, 1923, 494, 1971]
lion-emblem-icon: ♌ bbox=[90, 57, 167, 143]
circular-text: කළමනාකරණ සේවා චක්‍රලේඛ අංක 01/2025 අනුව. bbox=[55, 409, 299, 423]
external-head: බාහිර අයදුම්කරුවන් bbox=[55, 2218, 160, 2232]
closing-paragraph: සුදුසුකම් සපුරා ඇති අයදුම්කරුවන් විසින් ජීව දත්ත විස්තර ඇතුළත් කර සකස් කරන ලද අයදුම්පත් අදාළ සහතිකවල පිටපත්ද (සහතික කරන ලද) සමග එහා එවනු ලබන ලිපි කවරයේ වම් පස ඉහළ කෙළවරෙහි ඉල්ලුම් කරන තනතුරු නාමය සඳහන් කර 2026.04.02 වැනි දින හෝ ඊට පෙර ලැබෙන සේ පහත ලිපිනයට ලියාපදිංචි තැපැලෙන් යොමු කළ යුතුය. bbox=[998, 2287, 1458, 2352]
salary-scale-label: ● වැටුප් පරිමාණය bbox=[34, 389, 494, 408]
salary-scale: JM 1-1-2025 :- රු.72,650 - 10X1,360 - 18X2,040 - 122,970/- bbox=[55, 1461, 426, 1476]
salary-scale: PL 2-2025.- රු.42,300- 10X490 - 10X540 - 10X590 - 12X630 - 66,060/- bbox=[1019, 864, 1403, 898]
qualifications-label: ● සුදුසුකම් bbox=[34, 1048, 494, 1067]
job-title: රසායනාගාර ඉංජිනේරු - තනතුරු 01 bbox=[34, 882, 287, 901]
salary-scale-label: ● වැටුප් පරිමාණය bbox=[518, 914, 975, 933]
age-text: අවුරුදු 18 ට නොඅඩු අවුරුදු 45 ට නොවැඩි විය යුතුයි. අභ්‍යන්තර අයදුම්කරුවන් සඳහා උපරිම වයස් සීමාව අදාළ නොවේ. bbox=[538, 2301, 975, 2331]
salary-scale-label: ● වැටුප් පරිමාණය bbox=[998, 1346, 1458, 1365]
job-title: කාර්මික නිලධාරී - තනතුරු 02 bbox=[34, 1381, 246, 1402]
salary-scale-label: ● වැටුප් පරිමාණය bbox=[34, 923, 494, 942]
circular-text: කළමනාකරණ සේවා චක්‍රලේඛ අංක 01/2025 අනුව. bbox=[538, 933, 782, 947]
external-head: බාහිර අයදුම්කරුවන් bbox=[538, 694, 645, 708]
prda-logo bbox=[1375, 23, 1481, 165]
list-item: 1. ඉහත සඳහන් බාහිර අයදුම්කරුවන් සඳහා වන සුදුසුකම් සපුරා තිබීම. bbox=[538, 363, 869, 377]
salary-scale-label: ● වැටුප් පරිමාණය bbox=[34, 2072, 494, 2091]
central-province-logo bbox=[22, 23, 233, 163]
skill-text: විදුලි කාර්මික ශිල්පය සම්බන්ධයෙන් තෘතීය හා වෘත්තීය අධ්‍යාපන කොමිෂන් සභාව විසින් පිළිගන්නා ලද කාර්මික/ වෘත්තීය පුහුණු ආයතනයකින් නිකුත් කරන ලද ජාතික වෘත්තීය කුසලතා (NVQ) හතර (04) වැනි මට්ටමට නොඅඩු මට්ටමක ප්‍රවීණතා සහතිකයක් ලබා තිබීම. bbox=[538, 2061, 975, 2108]
salary-scale: PL3-2025 :- රු.43,230- 10X490 - 10X540 - 10X590 - 12X630 - 67,040/- bbox=[538, 1895, 921, 1930]
list-item: උපාධිය ලබා ගැනීමෙන් පසු තනතුරට අදාළ විෂය ක්ෂේත්‍රයේ අවම වශයෙන් වසරක පළපුරුද්දක් තිබීම. bbox=[76, 601, 494, 632]
salary-scale: JM 1-1-2025 :- රු.72,650 - 10X1,360 - 18X2,040 - 122,970/- bbox=[55, 2110, 426, 2125]
age-text: අවුරුදු 22 ට නොඅඩු විය යුතු අතර හා අවුරුදු 45ට නොවැඩි විය යුතුය. අභ්‍යන්තර අයදුම්කරුවන් සඳහා උපරිම වයස් සීමාව බල නොපායි. bbox=[55, 1993, 494, 2024]
with-connector: සමග bbox=[272, 1820, 297, 1834]
initial-salary-text: රු. 50,540/- ක මූලික වැටුප හිමි වනු ලබන්නේ 2027.01.01 දින සිට ය. බඳවා ගැනීමේ මූලික වැටුප් පියවර කළමනාකරණ සේවා චක්‍රලේඛ 01/2025 දරන චක්‍රලේඛයේ උපලේඛන අංක II හි සඳහන් පරිදි රු. 46,960/- කි. නොගෙවන වැටුප රු. 3,581/- කි. bbox=[538, 622, 975, 671]
closing-paragraph: අයදුම්පත් කැඳවීමේ අවසන් දිනට පසුව ලැබෙන අයදුම්පත් ප්‍රතික්ෂේප කරනු ලැබේ bbox=[998, 2357, 1372, 2372]
age-text: අවුරුදු 22 ට නොඅඩු විය යුතු අතර හා අවුරුදු 45ට නොවැඩි විය යුතුය. අභ්‍යන්තර අයදුම්කරුවන් සඳහා උපරිම වයස් සීමාව බල නොපායි. bbox=[55, 1344, 494, 1375]
age-label: ● වයස :- bbox=[518, 429, 975, 449]
salary-scale: MA 2-1-2025 :- රු.50,540 - 10X540 - 7X630 - 4X890 - 20X1,190 - 87,710/- bbox=[538, 566, 943, 600]
age-label: ● වයස :- bbox=[518, 2281, 975, 2300]
and-connector: සහ bbox=[276, 584, 293, 598]
grade-label: ● බඳවා ගන්නා ශ්‍රේණිය - II ශ්‍රේණිය bbox=[34, 904, 494, 923]
salary-scale-label: ● වැටුප් පරිමාණය bbox=[518, 1858, 975, 1877]
signature-address: අංක 09, ඇහැලේපොළ කුමාරිහාමි මාවත, බෝගම්බර, මහනුවර. දුරකථන අංකය - 081-2204378 bbox=[998, 2403, 1450, 2436]
age-label: ● වයස :- bbox=[998, 1247, 1458, 1266]
internal-text: විදුලි කාර්මික ක්ෂේත්‍රයෙහි වසර පහ (05) ක පළපුරුද්ද සහ කාර්මික විද්‍යාලයකින් /වෘත්තීය පුහුණු ආයතනයකින් විදුලි කාර්මික ශිල්පය සම්බන්ධයෙන් ජාතික වෘත්තීය කුසලතා (NVQ) දෙවැනි (02) මට්ටමට නොඅඩු මට්ටමක වෘත්තීය පරීක්ෂණයකින් (Trade Test) සමත් වන ප්‍රාථමික අර්ධ ශිල්පීය (PL 2) හෝ ප්‍රාථමික ශිල්පීය නොවන (PL 1) සේවා ගණයක සේවකයින් bbox=[538, 2130, 975, 2194]
grade-label: ● බඳවා ගන්නා ශ්‍රේණිය - III ශ්‍රේණිය bbox=[998, 1327, 1458, 1346]
with-connector: සමග bbox=[261, 1121, 286, 1134]
job-title: පරිපාලන නිලධාරී - තනතුරු 01 bbox=[34, 2031, 256, 2050]
initial-salary-text: රු. 72,650/- ක මූලික වැටුප හිමි වනු ලබන්නේ 2027.01.01 දින සිට ය. බඳවා ගැනීමේ මූලික වැටුප් පියවර කළමනාකරණ සේවා චක්‍රලේඛ 01/2025 දරන චක්‍රලේඛයේ උපලේඛන අංක II හි සඳහන් පරිදි රු. 65,633/- කි. නොගෙවන වැටුප රු. 7,018/- කි. bbox=[55, 2147, 494, 2195]
logo-footer: மத்திய மாகாணம் CENTRAL PROVINCE bbox=[51, 142, 205, 151]
job-title: ලේත් මැෂින් ක්‍රියාකරු - තනතුරු 01 bbox=[998, 1304, 1245, 1324]
qualifications-label: ● සුදුසුකම් bbox=[518, 1478, 975, 1498]
